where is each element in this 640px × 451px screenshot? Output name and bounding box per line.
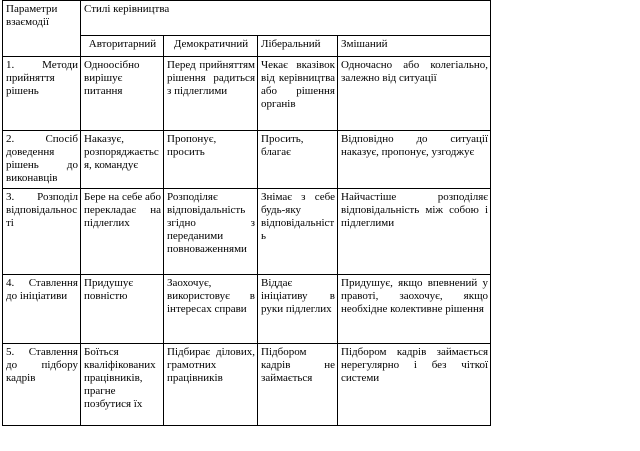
row-cell-mixed: Придушує, якщо впевнений у правоті, заохочує, якщо необхідне колективне рішення [338,275,491,344]
row-cell-authoritarian: Придушує повністю [81,275,164,344]
document-page [2,0,640,451]
row-cell-democratic: Підбирає ділових, грамотних працівників [164,344,258,426]
row-cell-authoritarian: Боїться кваліфікованих працівників, прагне позбутися їх [81,344,164,426]
style-authoritarian: Авторитарний [81,36,164,57]
row-cell-mixed: Відповідно до ситуації наказує, пропонує, узгоджує [338,131,491,189]
style-mixed: Змішаний [338,36,491,57]
style-democratic: Демократичний [164,36,258,57]
table-header-row [3,1,491,36]
row-cell-liberal: Просить, благає [258,131,338,189]
row-cell-liberal: Чекає вказівок від керівництва або рішення органів [258,57,338,131]
row-cell-liberal: Віддає ініціативу в руки підлеглих [258,275,338,344]
row-parameter: 4. Ставлення до ініціативи [3,275,81,344]
row-cell-democratic: Розподіляє відповідальність згідно з переданими повноваженнями [164,189,258,275]
row-parameter: 3. Розподіл відповідальності [3,189,81,275]
leadership-styles-table [2,0,491,426]
row-cell-authoritarian: Наказує, розпоряджається, командує [81,131,164,189]
row-parameter: 1. Методи прийняття рішень [3,57,81,131]
row-cell-liberal: Підбором кадрів не займається [258,344,338,426]
table-row [3,57,491,131]
style-liberal: Ліберальний [258,36,338,57]
row-cell-democratic: Заохочує, використовує в інтересах справи [164,275,258,344]
row-cell-democratic: Пропонує, просить [164,131,258,189]
row-cell-authoritarian: Бере на себе або перекладає на підлеглих [81,189,164,275]
table-row [3,131,491,189]
row-parameter: 2. Спосіб доведення рішень до виконавців [3,131,81,189]
table-row [3,189,491,275]
row-cell-liberal: Знімає з себе будь-яку відповідальність [258,189,338,275]
row-cell-authoritarian: Одноосібно вирішує питання [81,57,164,131]
table-row [3,275,491,344]
row-parameter: 5. Ставлення до підбору кадрів [3,344,81,426]
header-styles-cell: Стилі керівництва [81,1,491,36]
row-cell-mixed: Підбором кадрів займається нерегулярно і без чіткої системи [338,344,491,426]
row-cell-mixed: Одночасно або колегіально, залежно від ситуації [338,57,491,131]
row-cell-mixed: Найчастіше розподіляє відповідальність між собою і підлеглими [338,189,491,275]
table-row [3,344,491,426]
row-cell-democratic: Перед прийняттям рішення радиться з підлеглими [164,57,258,131]
header-parameters-cell: Параметри взаємодії [3,1,81,57]
